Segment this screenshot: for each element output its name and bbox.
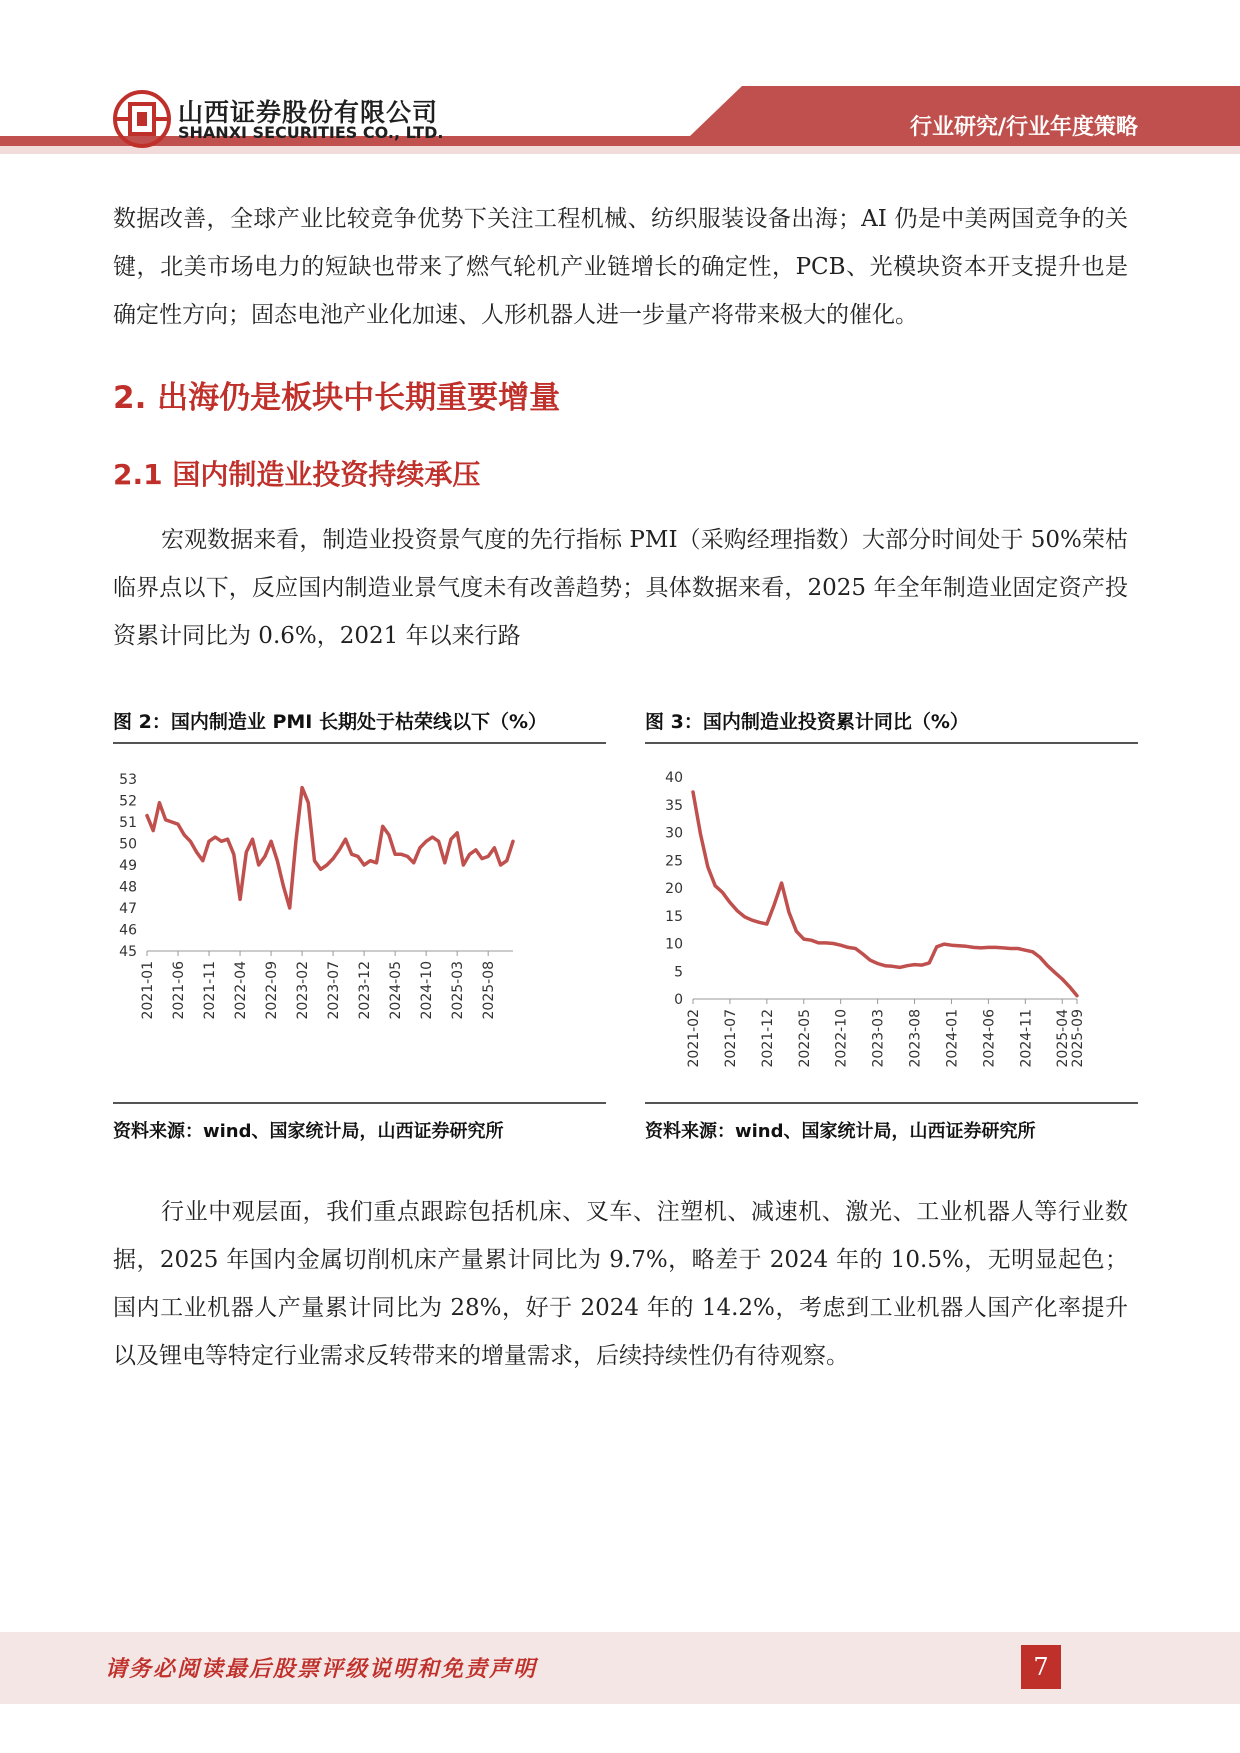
company-name-cn: 山西证券股份有限公司 [178, 98, 439, 127]
figure-3-title: 图 3：国内制造业投资累计同比（%） [645, 711, 969, 733]
y-tick-label: 15 [665, 908, 683, 925]
y-tick-label: 46 [119, 922, 137, 939]
x-tick-label: 2022-09 [264, 961, 281, 1020]
subsection-title: 2.1 国内制造业投资持续承压 [113, 458, 481, 491]
y-tick-label: 40 [665, 770, 683, 786]
series-line [693, 792, 1077, 996]
y-tick-label: 52 [119, 793, 137, 810]
x-tick-label: 2025-04 [1055, 1009, 1072, 1068]
x-tick-label: 2021-02 [686, 1009, 702, 1068]
y-tick-label: 50 [119, 836, 137, 853]
figure-2-source: 资料来源：wind、国家统计局，山西证券研究所 [113, 1121, 504, 1142]
y-tick-label: 10 [665, 936, 683, 953]
page-number: 7 [1021, 1645, 1061, 1689]
y-tick-label: 0 [674, 992, 683, 1008]
y-tick-label: 47 [119, 901, 137, 917]
section-title: 2. 出海仍是板块中长期重要增量 [113, 380, 561, 416]
x-tick-label: 2023-08 [907, 1009, 924, 1068]
page-header [0, 0, 1240, 160]
x-tick-label: 2021-07 [722, 1009, 739, 1068]
company-name-en: SHANXI SECURITIES CO., LTD. [178, 123, 444, 142]
x-tick-label: 2023-02 [295, 961, 312, 1020]
figure-2-title: 图 2：国内制造业 PMI 长期处于枯荣线以下（%） [113, 711, 548, 733]
x-tick-label: 2025-09 [1070, 1009, 1086, 1068]
x-tick-label: 2021-06 [171, 961, 188, 1020]
x-tick-label: 2023-03 [870, 1009, 887, 1068]
figure-3-source: 资料来源：wind、国家统计局，山西证券研究所 [645, 1121, 1036, 1142]
body-paragraph-2: 行业中观层面，我们重点跟踪包括机床、叉车、注塑机、减速机、激光、工业机器人等行业数据，2025 年国内金属切削机床产量累计同比为 9.7%，略差于 2024 年的 10.5%，无明显起色；国内工业机器人产量累计同比为 28%，好于 2024 年的 14.2%，考虑到工业机器人国产化率提升以及锂电等特定行业需求反转带来的增量需求，后续持续性仍有待观察。 [113, 1199, 1128, 1369]
x-tick-label: 2021-11 [202, 961, 219, 1020]
x-tick-label: 2024-10 [419, 961, 436, 1020]
investment-line-chart [645, 755, 1138, 1090]
y-tick-label: 51 [119, 815, 137, 831]
x-tick-label: 2023-12 [357, 961, 374, 1020]
x-tick-label: 2022-05 [796, 1009, 813, 1068]
figure-3-bottom-rule [645, 1102, 1138, 1104]
figure-3-top-rule [645, 742, 1138, 744]
y-tick-label: 20 [665, 881, 683, 897]
x-tick-label: 2025-08 [481, 961, 498, 1020]
x-tick-label: 2021-01 [140, 961, 156, 1020]
x-tick-label: 2022-10 [833, 1009, 850, 1068]
figure-2-top-rule [113, 742, 606, 744]
report-category: 行业研究/行业年度策略 [909, 115, 1138, 140]
x-tick-label: 2024-06 [981, 1009, 998, 1068]
figure-2-bottom-rule [113, 1102, 606, 1104]
y-tick-label: 45 [119, 944, 137, 960]
pmi-line-chart [113, 755, 606, 1090]
y-tick-label: 35 [665, 797, 683, 814]
x-tick-label: 2021-12 [759, 1009, 776, 1068]
y-tick-label: 49 [119, 858, 137, 874]
x-tick-label: 2024-11 [1018, 1009, 1035, 1068]
intro-paragraph: 数据改善，全球产业比较竞争优势下关注工程机械、纺织服装设备出海；AI 仍是中美两国竞争的关键，北美市场电力的短缺也带来了燃气轮机产业链增长的确定性，PCB、光模块资本开支提升也是确定性方向；固态电池产业化加速、人形机器人进一步量产将带来极大的催化。 [113, 206, 1128, 328]
x-tick-label: 2022-04 [233, 961, 250, 1020]
y-tick-label: 30 [665, 825, 683, 842]
y-tick-label: 25 [665, 853, 683, 870]
series-line [147, 788, 513, 908]
company-logo-icon [113, 90, 171, 148]
x-tick-label: 2023-07 [326, 961, 343, 1020]
y-tick-label: 48 [119, 879, 137, 896]
x-tick-label: 2024-05 [388, 961, 405, 1020]
y-tick-label: 5 [674, 964, 683, 981]
disclaimer-link[interactable]: 请务必阅读最后股票评级说明和免责声明 [105, 1656, 538, 1682]
x-tick-label: 2025-03 [450, 961, 467, 1020]
body-paragraph-1: 宏观数据来看，制造业投资景气度的先行指标 PMI（采购经理指数）大部分时间处于 50%荣枯临界点以下，反应国内制造业景气度未有改善趋势；具体数据来看，2025 年全年制造业固定资产投资累计同比为 0.6%，2021 年以来行路 [113, 527, 1128, 649]
y-tick-label: 53 [119, 772, 137, 788]
x-tick-label: 2024-01 [944, 1009, 961, 1068]
